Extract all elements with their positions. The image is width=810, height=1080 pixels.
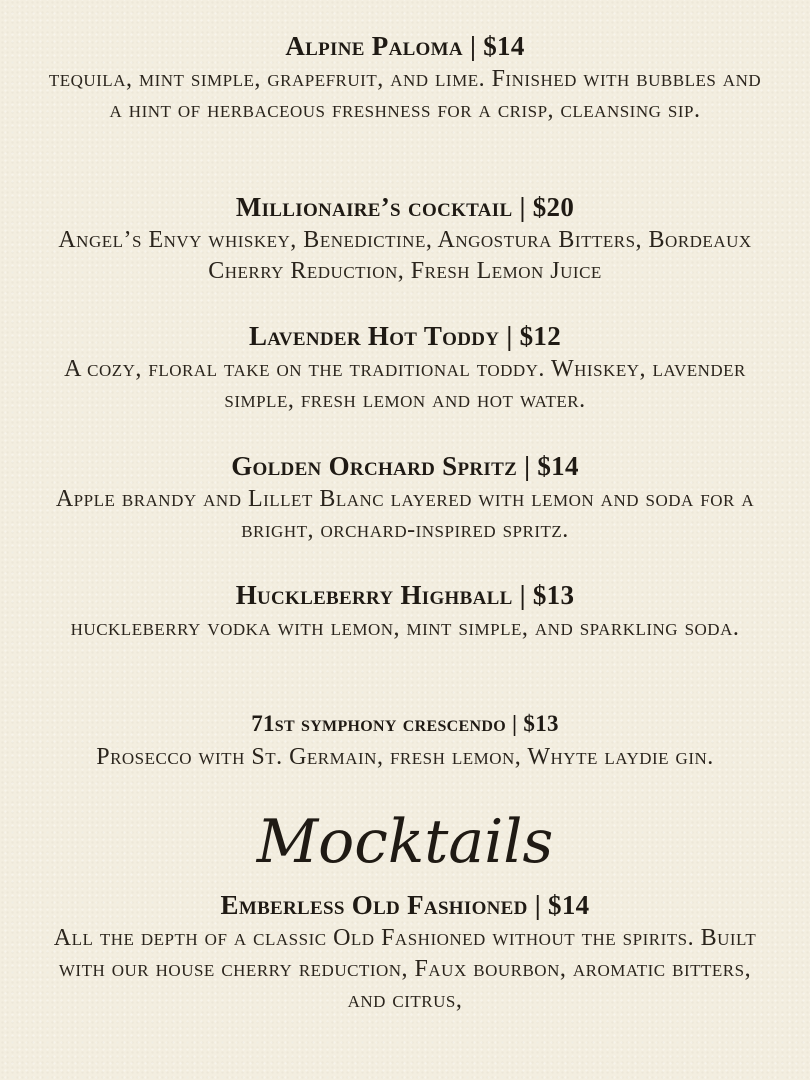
menu-item-alpine-paloma [40,30,770,126]
item-description: huckleberry vodka with lemon, mint simple, and sparkling soda. [70,615,740,641]
item-description: All the depth of a classic Old Fashioned without the spirits. Built with our house cherry reduction, Faux bourbon, aromatic bitters, and citrus, [53,925,757,1013]
item-description: Prosecco with St. Germain, fresh lemon, Whyte laydie gin. [96,744,714,770]
item-title: Lavender Hot Toddy | $12 [248,321,562,351]
menu-item-lavender-hot-toddy [40,320,770,416]
item-title: Alpine Paloma | $14 [285,31,525,61]
menu-item-emberless-old-fashioned [40,889,770,1016]
section-heading-mocktails: Mocktails [256,807,554,877]
item-title: Huckleberry Highball | $13 [235,580,575,610]
item-description: A cozy, floral take on the traditional toddy. Whiskey, lavender simple, fresh lemon and hot water. [64,356,746,413]
item-title: Millionaire’s cocktail | $20 [235,192,575,222]
item-title: 71st symphony crescendo | $13 [251,711,559,736]
item-description: tequila, mint simple, grapefruit, and lime. Finished with bubbles and a hint of herbaceous freshness for a crisp, cleansing sip. [48,66,762,123]
menu-item-71st-symphony-crescendo [40,708,770,773]
item-title: Golden Orchard Spritz | $14 [231,451,579,481]
item-description: Angel’s Envy whiskey, Benedictine, Angostura Bitters, Bordeaux Cherry Reduction, Fresh Lemon Juice [58,227,752,284]
item-description: Apple brandy and Lillet Blanc layered with lemon and soda for a bright, orchard-inspired spritz. [55,486,755,543]
item-title: Emberless Old Fashioned | $14 [220,890,590,920]
menu-item-huckleberry-highball [40,579,770,644]
menu-item-golden-orchard-spritz [40,450,770,546]
menu-item-millionaires-cocktail [40,191,770,287]
